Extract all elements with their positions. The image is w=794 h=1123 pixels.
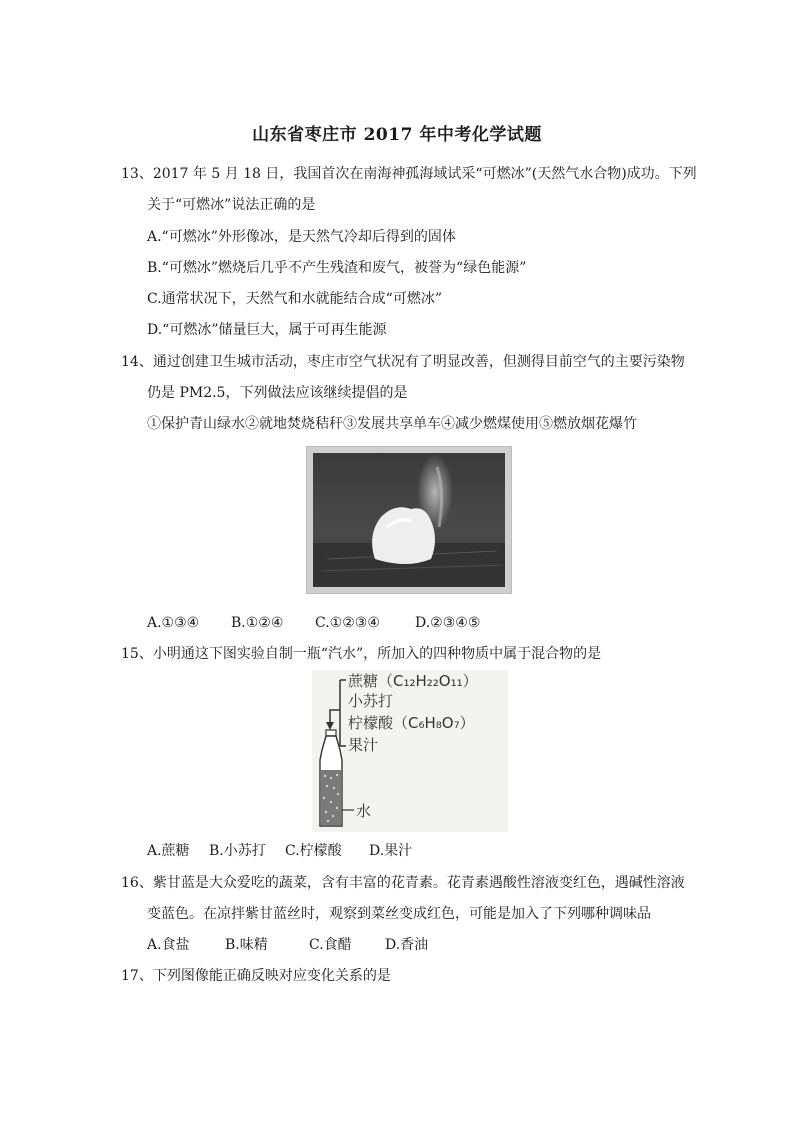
q14-stem-line2: 仍是 PM2.5，下列做法应该继续提倡的是	[147, 385, 408, 401]
q16-option-a: A.食盐	[147, 937, 190, 953]
label-water: 水	[356, 802, 372, 820]
burning-ice-photo	[306, 446, 512, 594]
q14-option-d: D.②③④⑤	[415, 615, 481, 631]
label-baking-soda: 小苏打	[348, 692, 394, 710]
q17-stem: 17、下列图像能正确反映对应变化关系的是	[121, 968, 391, 984]
q13-option-a: A.“可燃冰”外形像冰，是天然气冷却后得到的固体	[147, 229, 456, 245]
q15-option-c: C.柠檬酸	[285, 843, 342, 859]
bottle-cap	[326, 730, 336, 736]
soda-bottle-diagram	[312, 670, 508, 832]
q15-options	[147, 841, 412, 861]
q16-options	[147, 935, 428, 955]
arrow-down-icon	[326, 722, 334, 730]
soda-bottle-svg	[312, 670, 508, 832]
q14-stem-line1: 14、通过创建卫生城市活动，枣庄市空气状况有了明显改善，但测得目前空气的主要污染物	[121, 354, 685, 370]
q14-option-c: C.①②③④	[315, 615, 380, 631]
q14-option-a: A.①③④	[147, 615, 200, 631]
q15-option-b: B.小苏打	[209, 843, 266, 859]
q14-items: ①保护青山绿水②就地焚烧秸秆③发展共享单车④减少燃煤使用⑤燃放烟花爆竹	[147, 416, 637, 432]
burning-ice-image	[307, 447, 511, 593]
q15-stem: 15、小明通这下图实验自制一瓶“汽水”，所加入的四种物质中属于混合物的是	[121, 646, 602, 662]
q13-stem-line2: 关于“可燃冰”说法正确的是	[147, 197, 316, 213]
q14-option-b: B.①②④	[231, 615, 284, 631]
q14-options	[147, 613, 480, 633]
label-juice: 果汁	[348, 736, 379, 754]
q13-option-b: B.“可燃冰”燃烧后几乎不产生残渣和废气，被誉为“绿色能源”	[147, 260, 527, 276]
q13-stem-line1: 13、2017 年 5 月 18 日，我国首次在南海神孤海域试采“可燃冰”(天然气水合物)成功。下列	[121, 166, 697, 182]
q13-option-d: D.“可燃冰”储量巨大，属于可再生能源	[147, 322, 387, 338]
q15-option-a: A.蔗糖	[147, 843, 190, 859]
label-sucrose: 蔗糖（C₁₂H₂₂O₁₁）	[348, 672, 478, 690]
q15-option-d: D.果汁	[369, 843, 413, 859]
q16-stem-line1: 16、紫甘蓝是大众爱吃的蔬菜，含有丰富的花青素。花青素遇酸性溶液变红色，遇碱性溶液	[121, 875, 685, 891]
page-title: 山东省枣庄市 2017 年中考化学试题	[252, 125, 542, 145]
q16-option-b: B.味精	[225, 937, 268, 953]
q16-stem-line2: 变蓝色。在凉拌紫甘蓝丝时，观察到菜丝变成红色，可能是加入了下列哪种调味品	[147, 906, 651, 922]
q16-option-c: C.食醋	[309, 937, 352, 953]
label-citric-acid: 柠檬酸（C₆H₈O₇）	[348, 714, 475, 732]
q16-option-d: D.香油	[385, 937, 429, 953]
q13-option-c: C.通常状况下，天然气和水就能结合成“可燃冰”	[147, 291, 442, 307]
